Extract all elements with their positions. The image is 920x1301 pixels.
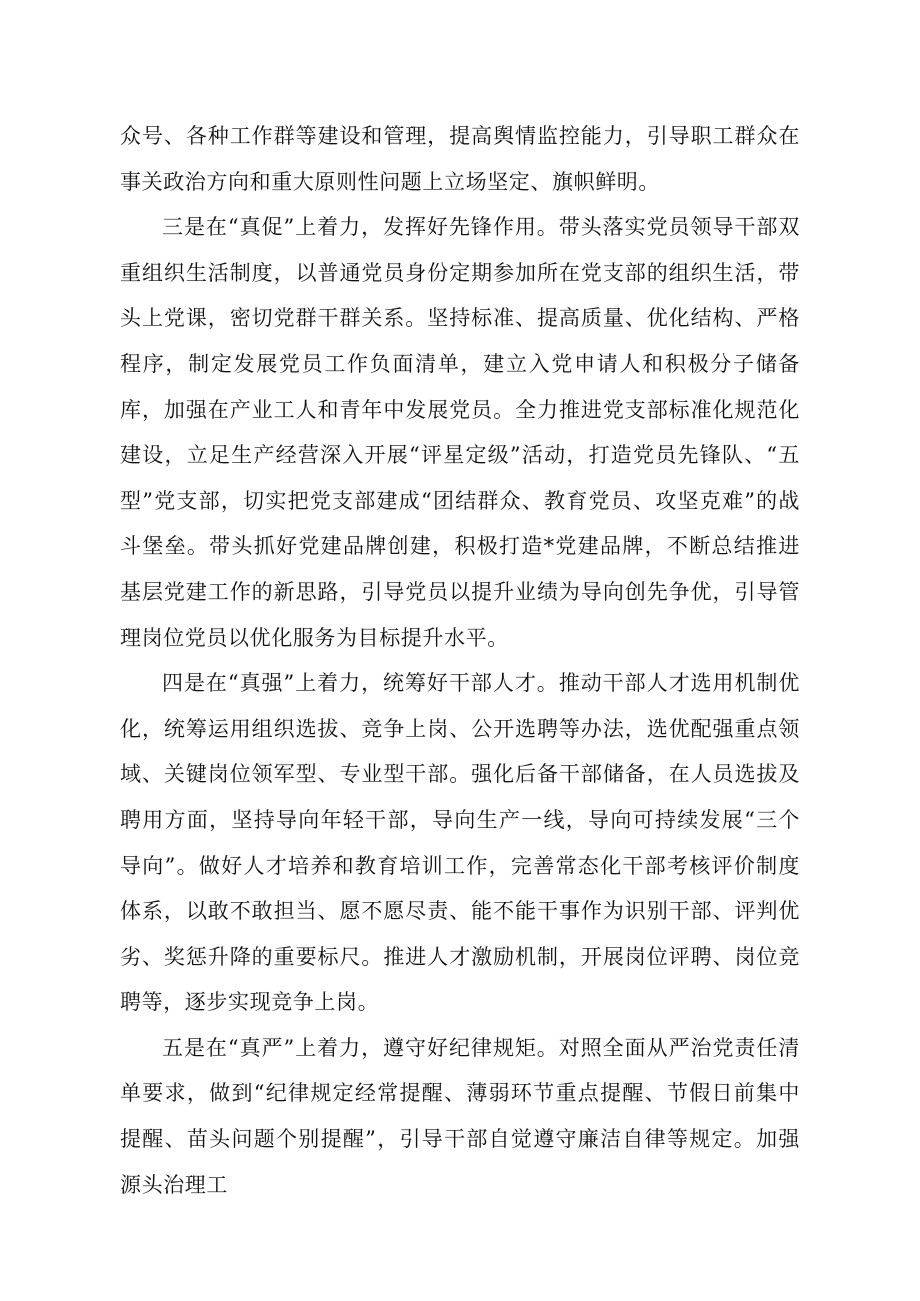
document-body [120,114,800,1208]
paragraph-third-point: 三是在“真促”上着力，发挥好先锋作用。带头落实党员领导干部双重组织生活制度，以普通党员身份定期参加所在党支部的组织生活，带头上党课，密切党群干群关系。坚持标准、提高质量、优化结构、严格程序，制定发展党员工作负面清单，建立入党申请人和积极分子储备库，加强在产业工人和青年中发展党员。全力推进党支部标准化规范化建设，立足生产经营深入开展“评星定级”活动，打造党员先锋队、“五型”党支部，切实把党支部建成“团结群众、教育党员、攻坚克难”的战斗堡垒。带头抓好党建品牌创建，积极打造*党建品牌，不断总结推进基层党建工作的新思路，引导党员以提升业绩为导向创先争优，引导管理岗位党员以优化服务为目标提升水平。 [120,215,800,650]
paragraph-continuation: 众号、各种工作群等建设和管理，提高舆情监控能力，引导职工群众在事关政治方向和重大原则性问题上立场坚定、旗帜鲜明。 [120,124,800,194]
paragraph-fourth-point: 四是在“真强”上着力，统筹好干部人才。推动干部人才选用机制优化，统筹运用组织选拔、竞争上岗、公开选聘等办法，选优配强重点领域、关键岗位领军型、专业型干部。强化后备干部储备，在人员选拔及聘用方面，坚持导向年轻干部，导向生产一线，导向可持续发展“三个导向”。做好人才培养和教育培训工作，完善常态化干部考核评价制度体系，以敢不敢担当、愿不愿尽责、能不能干事作为识别干部、评判优劣、奖惩升降的重要标尺。推进人才激励机制，开展岗位评聘、岗位竞聘等，逐步实现竞争上岗。 [120,671,800,1015]
paragraph-fifth-point: 五是在“真严”上着力，遵守好纪律规矩。对照全面从严治党责任清单要求，做到“纪律规定经常提醒、薄弱环节重点提醒、节假日前集中提醒、苗头问题个别提醒”，引导干部自觉遵守廉洁自律等规定。加强源头治理工 [120,1035,800,1197]
